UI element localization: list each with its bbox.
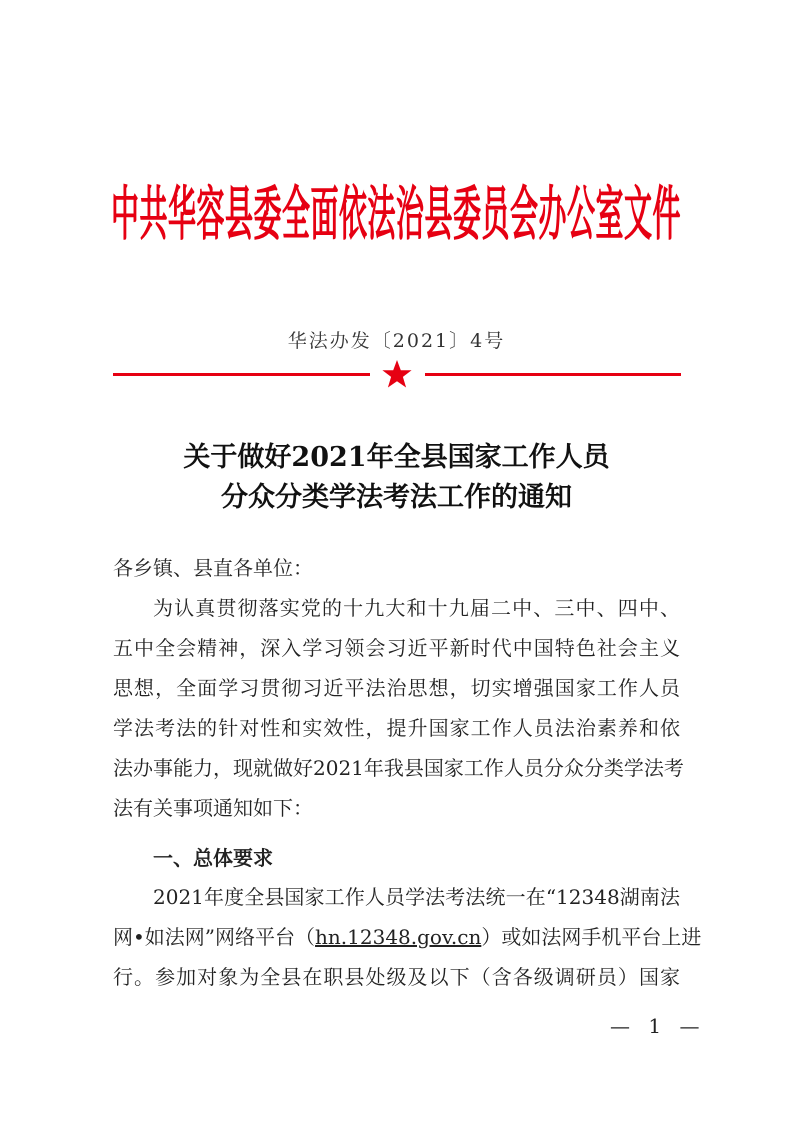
document-title-line2: 分众分类学法考法工作的通知 [221, 482, 572, 513]
body-line: 五中全会精神，深入学习领会习近平新时代中国特色社会主义 [113, 636, 680, 660]
text: ）或如法网手机平台上进 [481, 925, 702, 949]
body-line: 学法考法的针对性和实效性，提升国家工作人员法治素养和依 [113, 716, 680, 740]
body-line: 2021年度全县国家工作人员学法考法统一在“12348湖南法 [153, 885, 680, 909]
url-link[interactable]: hn.12348.gov.cn [315, 925, 482, 949]
section-heading: 一、总体要求 [153, 846, 273, 870]
body-line: 行。参加对象为全县在职县处级及以下（含各级调研员）国家 [113, 965, 680, 989]
issuer-title: 中共华容县委全面依法治县委员会办公室文件 [110, 179, 681, 249]
body-line: 思想，全面学习贯彻习近平法治思想，切实增强国家工作人员 [113, 676, 680, 700]
body-line: 为认真贯彻落实党的十九大和十九届二中、三中、四中、 [153, 596, 680, 620]
doc-number: 华法办发〔2021〕4号 [287, 330, 506, 352]
body-line: 法有关事项通知如下： [113, 796, 313, 820]
body-line [113, 923, 702, 951]
text: 网•如法网”网络平台（ [113, 925, 316, 949]
red-divider-left [113, 373, 370, 376]
document-title-line1: 关于做好2021年全县国家工作人员 [183, 442, 610, 473]
red-star-icon [381, 358, 413, 390]
salutation: 各乡镇、县直各单位： [113, 556, 313, 580]
red-divider-right [425, 373, 681, 376]
body-line: 法办事能力，现就做好2021年我县国家工作人员分众分类学法考 [113, 756, 684, 780]
page-number: — 1 — [610, 1014, 706, 1038]
